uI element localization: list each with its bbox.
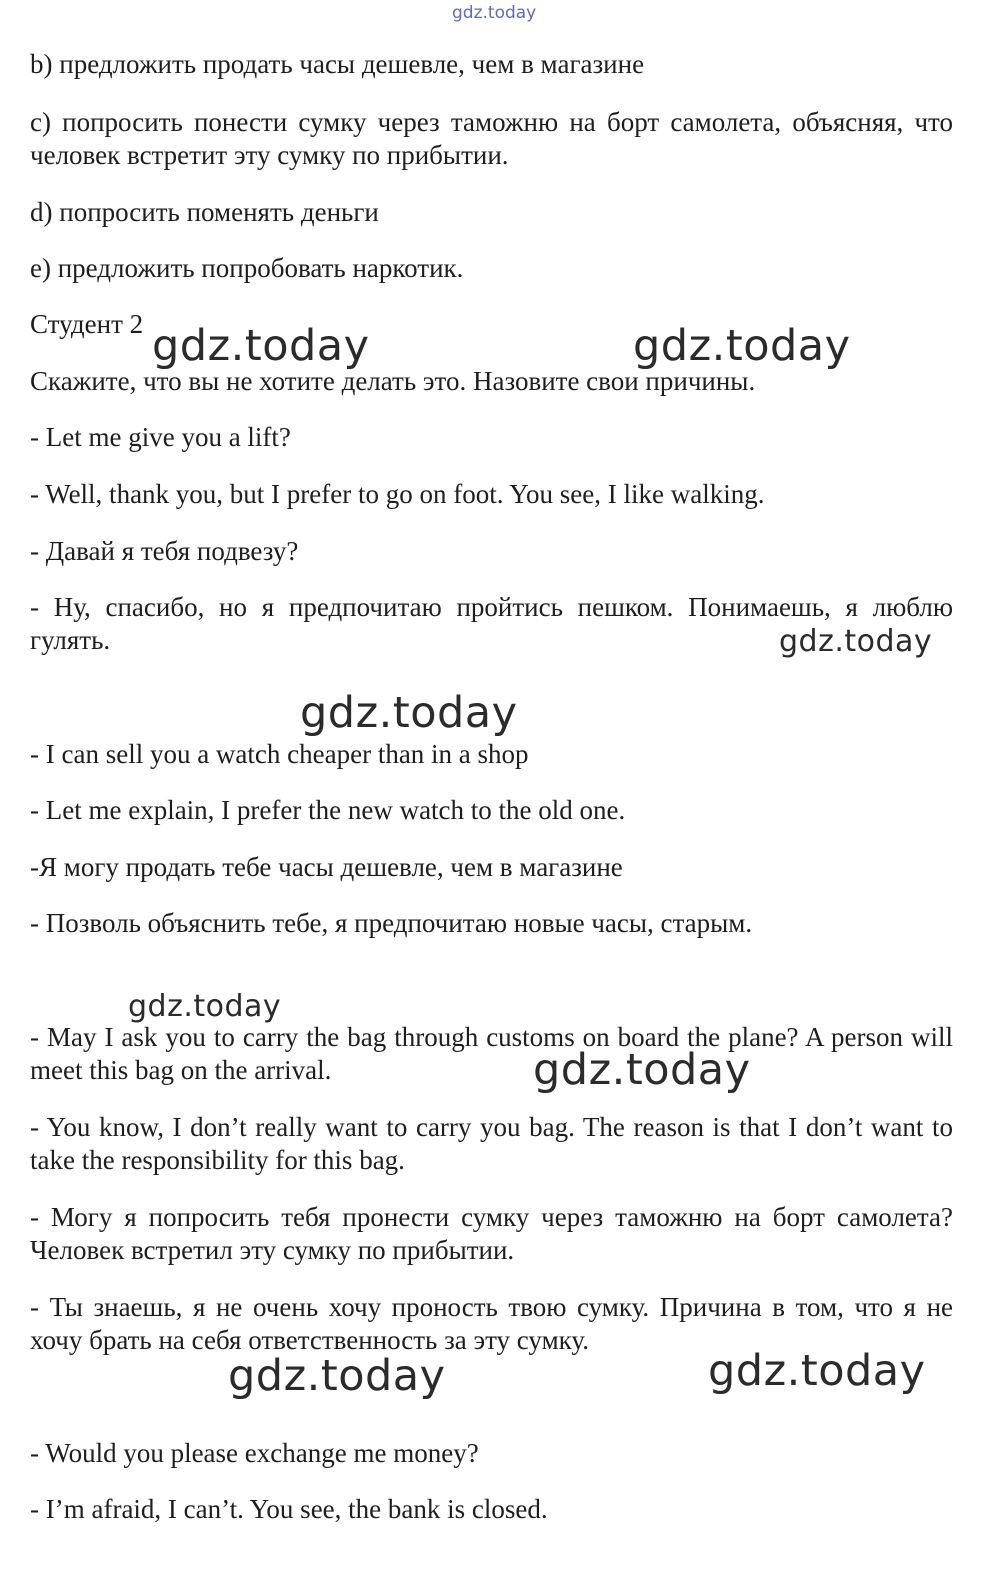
dialogue-line: - Let me explain, I prefer the new watch to the old one. [30,795,626,825]
dialogue-line: - Ты знаешь, я не очень хочу проность твою сумку. Причина в том, что я не хочу брать на себя ответственность за эту сумку. [30,1292,953,1355]
watermark: gdz.today [533,1045,751,1095]
student-heading: Студент 2 [30,309,144,339]
dialogue-line: - May I ask you to carry the bag through customs on board the plane? A person will meet this bag on the arrival. [30,1022,953,1085]
dialogue-line: - Ну, спасибо, но я предпочитаю пройтись пешком. Понимаешь, я люблю гулять. [30,592,953,655]
watermark: gdz.today [128,989,282,1024]
option-d: d) попросить поменять деньги [30,197,379,227]
option-b: b) предложить продать часы дешевле, чем в магазине [30,49,645,79]
dialogue-line: - Могу я попросить тебя пронести сумку через таможню на борт самолета? Человек встретил эту сумку по прибытии. [30,1202,953,1265]
watermark: gdz.today [633,321,851,371]
dialogue-line: - Let me give you a lift? [30,422,291,452]
task-instruction: Скажите, что вы не хотите делать это. Назовите свои причины. [30,366,756,396]
dialogue-line: - You know, I don’t really want to carry you bag. The reason is that I don’t want to take the responsibility for this bag. [30,1112,953,1175]
watermark: gdz.today [779,624,933,659]
watermark: gdz.today [708,1346,926,1396]
watermark: gdz.today [300,688,518,738]
dialogue-line: - Давай я тебя подвезу? [30,536,299,566]
option-c: c) попросить понести сумку через таможню на борт самолета, объясняя, что человек встретит эту сумку по прибытии. [30,107,953,170]
dialogue-line: - I can sell you a watch cheaper than in a shop [30,739,529,769]
watermark: gdz.today [152,321,370,371]
watermark: gdz.today [228,1351,446,1401]
dialogue-line: - Позволь объяснить тебе, я предпочитаю новые часы, старым. [30,908,753,938]
dialogue-line: - I’m afraid, I can’t. You see, the bank is closed. [30,1494,548,1524]
option-e: e) предложить попробовать наркотик. [30,253,464,283]
dialogue-line: - Would you please exchange me money? [30,1438,479,1468]
watermark: gdz.today [452,3,537,23]
dialogue-line: - Well, thank you, but I prefer to go on foot. You see, I like walking. [30,479,765,509]
dialogue-line: -Я могу продать тебе часы дешевле, чем в магазине [30,852,623,882]
